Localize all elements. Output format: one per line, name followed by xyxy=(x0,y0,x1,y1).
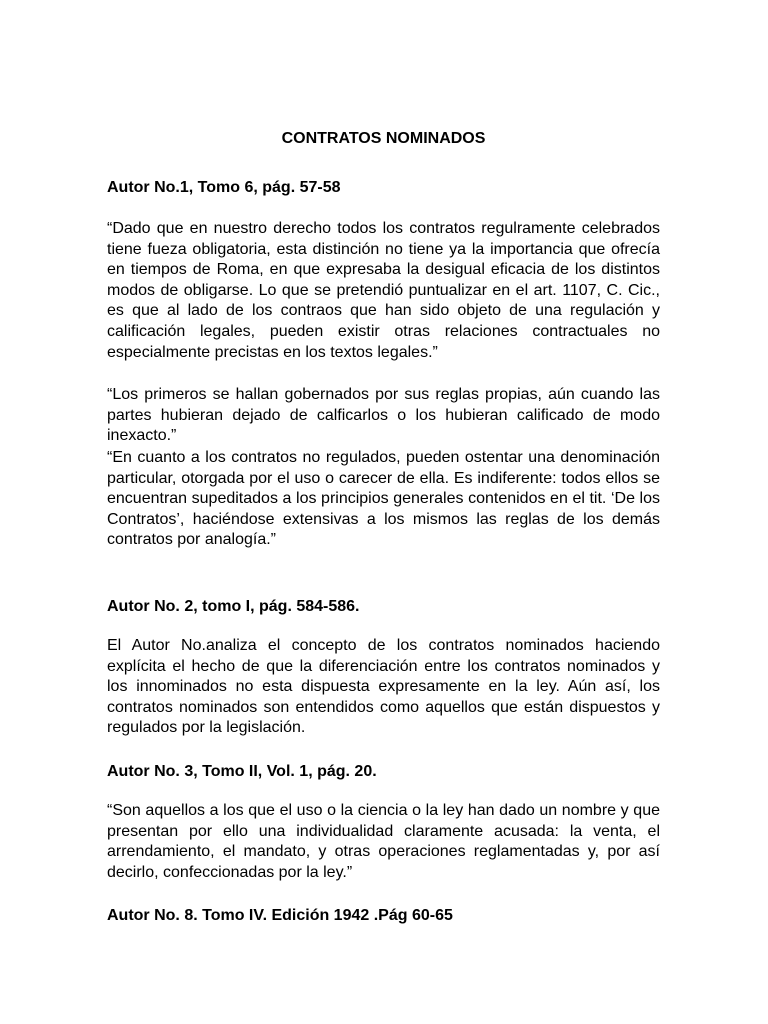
section-1-paragraph-2: “Los primeros se hallan gobernados por sus reglas propias, aún cuando las partes hubieran dejado de calficarlos o los hubieran calificado de modo inexacto.” xyxy=(107,386,660,445)
document-title: CONTRATOS NOMINADOS xyxy=(281,130,486,147)
section-1-paragraph-3: “En cuanto a los contratos no regulados, pueden ostentar una denominación particular, otorgada por el uso o carecer de ella. Es indiferente: todos ellos se encuentran supeditados a los principios generales contenidos en el tit. ‘De los Contratos’, haciéndose extensivas a los mismos las reglas de los demás contratos por analogía.” xyxy=(107,449,660,549)
section-heading-autor-8: Autor No. 8. Tomo IV. Edición 1942 .Pág 60-65 xyxy=(107,907,453,924)
section-heading-autor-3: Autor No. 3, Tomo II, Vol. 1, pág. 20. xyxy=(107,763,377,780)
section-heading-autor-1: Autor No.1, Tomo 6, pág. 57-58 xyxy=(107,179,341,196)
section-1-paragraph-1: “Dado que en nuestro derecho todos los contratos regulramente celebrados tiene fueza obligatoria, esta distinción no tiene ya la importancia que ofrecía en tiempos de Roma, en que expresaba la desigual eficacia de los distintos modos de obligarse. Lo que se pretendió puntualizar en el art. 1107, C. Cic., es que al lado de los contraos que han sido objeto de una regulación y calificación legales, pueden existir otras relaciones contractuales no especialmente precistas en los textos legales.” xyxy=(107,220,660,361)
section-3-paragraph-1: “Son aquellos a los que el uso o la ciencia o la ley han dado un nombre y que presentan por ello una individualidad claramente acusada: la venta, el arrendamiento, el mandato, y otras operaciones reglamentadas y, por así decirlo, confeccionadas por la ley.” xyxy=(107,802,660,881)
section-2-paragraph-1: El Autor No.analiza el concepto de los contratos nominados haciendo explícita el hecho de que la diferenciación entre los contratos nominados y los innominados no esta dispuesta expresamente en la ley. Aún así, los contratos nominados son entendidos como aquellos que están dispuestos y regulados por la legislación. xyxy=(107,637,660,737)
section-heading-autor-2: Autor No. 2, tomo I, pág. 584-586. xyxy=(107,598,360,615)
